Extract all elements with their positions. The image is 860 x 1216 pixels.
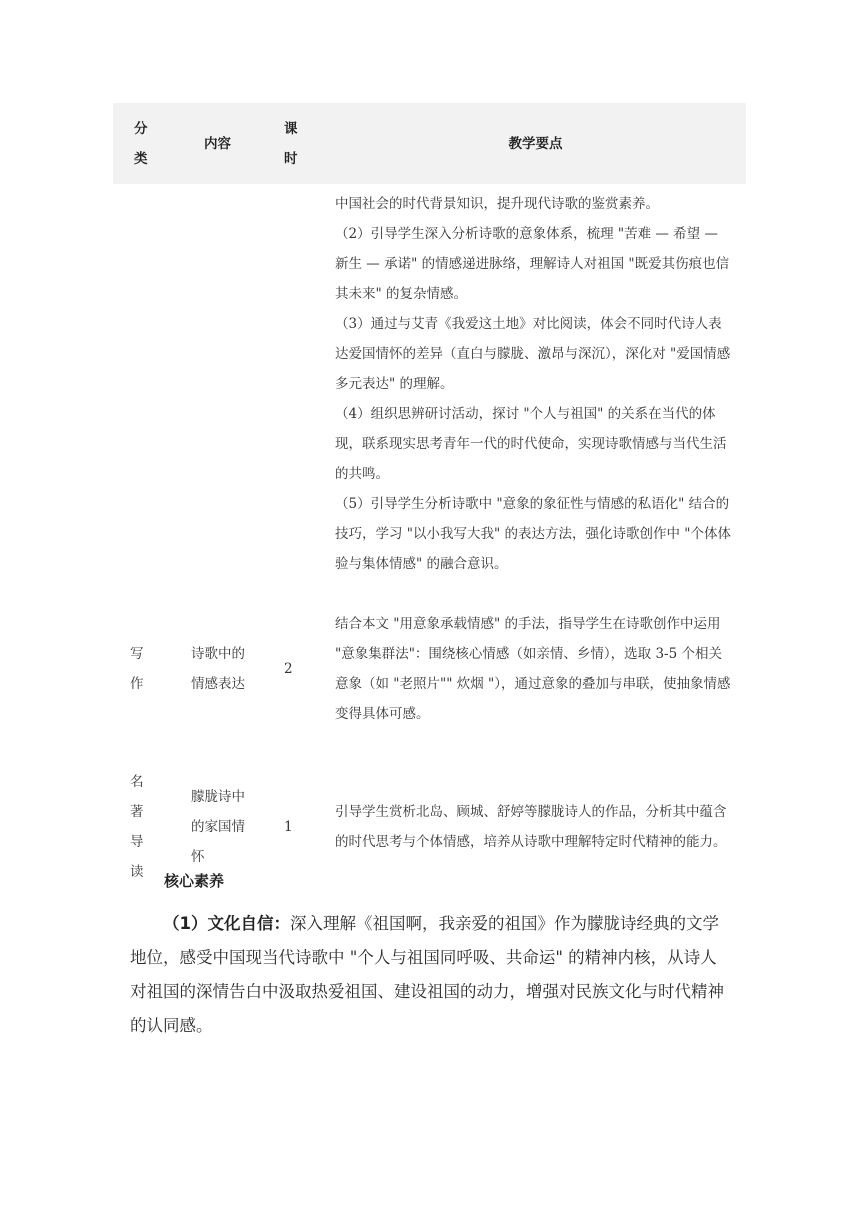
point-text: （2）引导学生深入分析诗歌的意象体系，梳理 "苦难 — 希望 — 新生 — 承诺" 的情感递进脉络，理解诗人对祖国 "既爱其伤痕也信其未来" 的复杂情感。 [335, 226, 730, 302]
paragraph-body: 深入理解《祖国啊，我亲爱的祖国》作为朦胧诗经典的文学地位，感受中国现当代诗歌中 "个人与祖国同呼吸、共命运" 的精神内核，从诗人对祖国的深情告白中汲取热爱祖国、建设祖国的动力，增强对民族文化与时代精神的认同感。 [130, 914, 724, 1035]
cell-content [171, 184, 268, 595]
cell-hours: 2 [284, 661, 293, 677]
cell-category: 名 著 导 读 [130, 774, 144, 880]
lesson-plan-table [113, 103, 746, 891]
cell-hours [268, 184, 325, 595]
table-row [113, 595, 746, 745]
header-category: 分 类 [134, 120, 148, 167]
cell-teaching-points [325, 184, 746, 595]
cell-teaching-points: 引导学生赏析北岛、顾城、舒婷等朦胧诗人的作品，分析其中蕴含的时代思考与个体情感，培养从诗歌中理解特定时代精神的能力。 [335, 804, 727, 850]
section-heading: 核心素养 [164, 872, 225, 890]
cell-category [113, 184, 171, 595]
header-content: 内容 [204, 135, 231, 152]
paragraph-lead: （1）文化自信： [163, 914, 290, 933]
cell-content: 诗歌中的 情感表达 [191, 646, 245, 692]
point-text: （3）通过与艾青《我爱这土地》对比阅读，体会不同时代诗人表达爱国情怀的差异（直白与朦胧、激昂与深沉），深化对 "爱国情感多元表达" 的理解。 [335, 316, 731, 392]
body-paragraph [130, 907, 730, 1043]
table-header-row [113, 103, 746, 184]
point-text: （4）组织思辨研讨活动，探讨 "个人与祖国" 的关系在当代的体现，联系现实思考青年一代的时代使命，实现诗歌情感与当代生活的共鸣。 [335, 406, 727, 482]
point-text: 中国社会的时代背景知识，提升现代诗歌的鉴赏素养。 [335, 196, 659, 212]
cell-content: 朦胧诗中 的家国情 怀 [191, 789, 245, 865]
header-teaching-points: 教学要点 [508, 135, 563, 152]
cell-hours: 1 [284, 819, 293, 835]
point-text: （5）引导学生分析诗歌中 "意象的象征性与情感的私语化" 结合的技巧，学习 "以小我写大我" 的表达方法，强化诗歌创作中 "个体体验与集体情感" 的融合意识。 [335, 496, 732, 572]
cell-teaching-points: 结合本文 "用意象承载情感" 的手法，指导学生在诗歌创作中运用 "意象集群法"：围绕核心情感（如亲情、乡情），选取 3-5 个相关意象（如 "老照片"" 炊烟 "），通过意象的叠加与串联，使抽象情感变得具体可感。 [335, 616, 731, 722]
cell-category: 写 作 [130, 646, 144, 692]
table-row [113, 184, 746, 595]
header-hours: 课 时 [284, 120, 298, 167]
